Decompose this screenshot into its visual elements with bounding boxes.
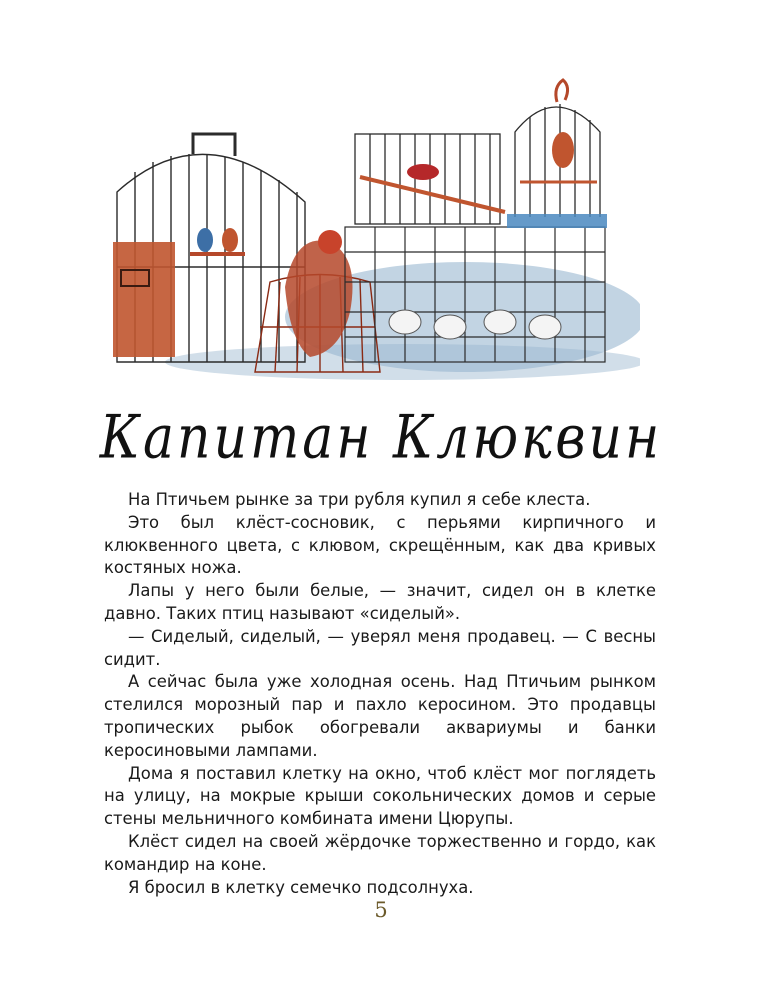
paragraph: Лапы у него были белые, — значит, сидел он в клетке давно. Таких птиц называют «сиделый».: [104, 581, 656, 623]
paragraph: Это был клёст-сосновик, с перьями кирпичного и клюквенного цвета, с клювом, скрещённым, как два кривых костяных ножа.: [104, 512, 656, 578]
paragraph: На Птичьем рынке за три рубля купил я себе клеста.: [128, 490, 591, 509]
bird-cages-illustration: [105, 72, 640, 387]
page-number: 5: [374, 898, 388, 922]
paragraph: Я бросил в клетку семечко подсолнуха.: [128, 877, 474, 897]
chapter-title: Капитан Клюквин: [99, 403, 663, 473]
story-text: [104, 489, 656, 899]
paragraph: Клёст сидел на своей жёрдочке торжественно и гордо, как командир на коне.: [104, 831, 656, 874]
paragraph: Дома я поставил клетку на окно, чтоб клёст мог поглядеть на улицу, на мокрые крыши сокольнических домов и серые стены мельничного комбината имени Цюрупы.: [104, 763, 656, 829]
bird-cages-icon: [105, 72, 640, 387]
paragraph: А сейчас была уже холодная осень. Над Птичьим рынком стелился морозный пар и пахло керосином. Это продавцы тропических рыбок обогревали аквариумы и банки керосиновыми лампами.: [104, 672, 656, 760]
paragraph: — Сиделый, сиделый, — уверял меня продавец. — С весны сидит.: [104, 626, 656, 669]
